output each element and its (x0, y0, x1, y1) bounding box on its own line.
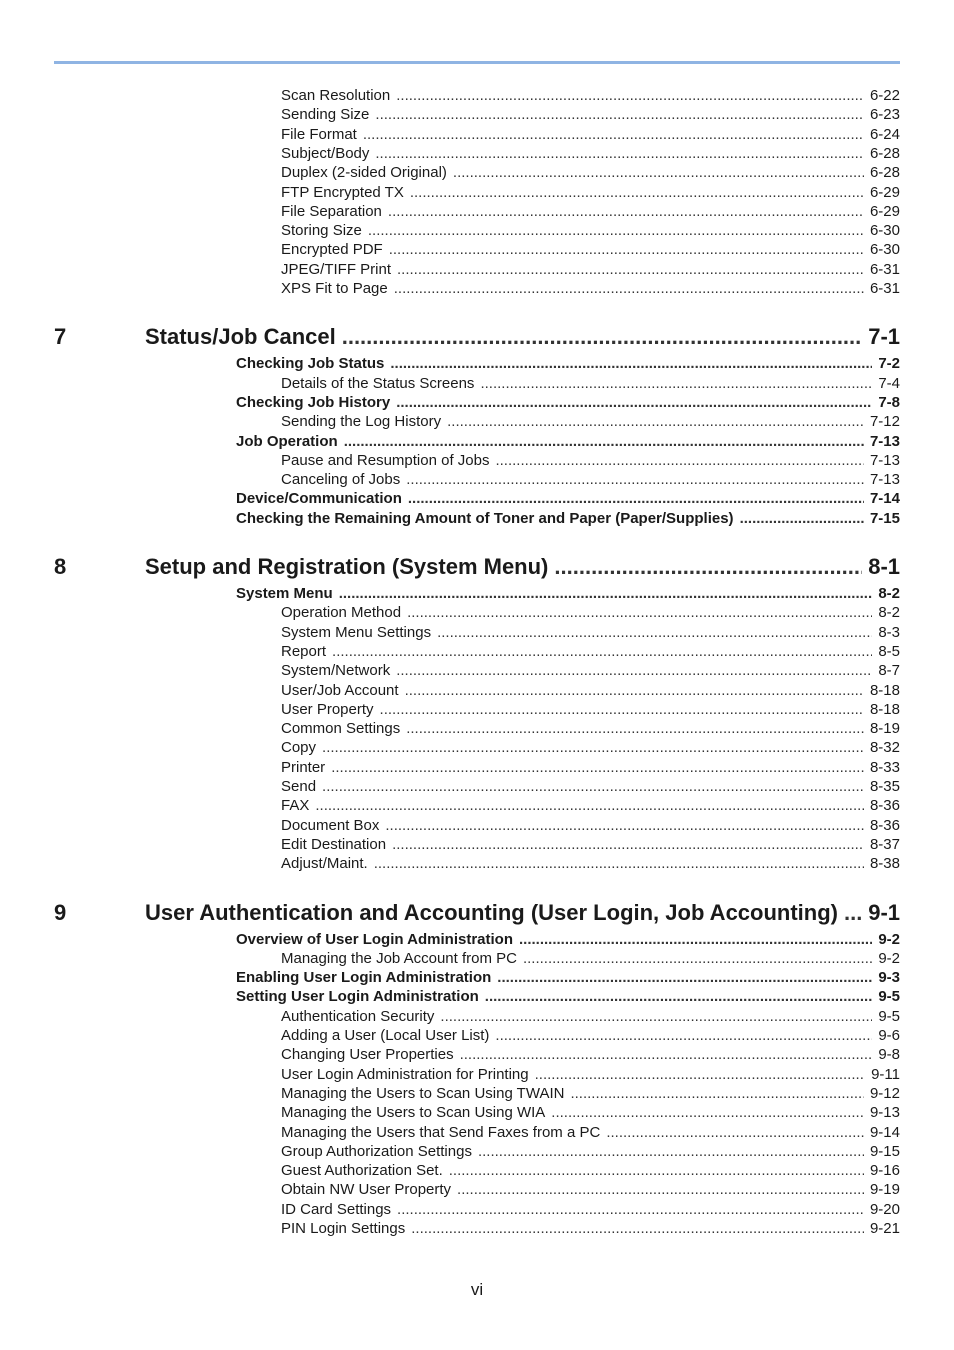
entry-page-number: 8-5 (878, 642, 900, 660)
toc-subsection-entry[interactable] (281, 854, 900, 873)
entry-page-number: 9-5 (878, 1007, 900, 1025)
dot-leader (342, 323, 862, 351)
entry-title: System/Network (281, 662, 391, 680)
dot-leader (397, 260, 864, 279)
entry-title: Operation Method (281, 604, 402, 622)
dot-leader (406, 470, 864, 489)
entry-page-number: 9-20 (869, 1200, 900, 1218)
entry-page-number: 8-1 (868, 554, 900, 579)
entry-title: Overview of User Login Administration (236, 930, 513, 948)
entry-title: Changing User Properties (281, 1046, 454, 1064)
toc-subsection-entry[interactable] (281, 221, 900, 240)
toc-section-entry[interactable] (236, 930, 900, 949)
dot-leader (388, 202, 864, 221)
chapter-number: 7 (54, 324, 67, 350)
entry-page-number: 9-11 (871, 1065, 900, 1083)
entry-title: FTP Encrypted TX (281, 183, 404, 201)
entry-page-number: 6-29 (869, 202, 900, 220)
dot-leader (447, 412, 864, 431)
toc-subsection-entry[interactable] (281, 719, 900, 738)
entry-title: User/Job Account (281, 681, 399, 699)
dot-leader (405, 681, 864, 700)
dot-leader (740, 509, 864, 528)
entry-title: Duplex (2-sided Original) (281, 164, 447, 182)
toc-section-entry[interactable] (236, 393, 900, 412)
entry-page-number: 9-8 (878, 1046, 900, 1064)
entry-title: FAX (281, 797, 310, 815)
dot-leader (407, 603, 872, 622)
toc-section-entry[interactable] (236, 432, 900, 451)
dot-leader (374, 854, 864, 873)
dot-leader (397, 1200, 864, 1219)
entry-title: User Authentication and Accounting (User Login, Job Accounting) (145, 899, 838, 925)
entry-page-number: 9-13 (869, 1104, 900, 1122)
entry-title: Authentication Security (281, 1007, 435, 1025)
entry-title: Encrypted PDF (281, 241, 383, 259)
entry-title: Storing Size (281, 222, 362, 240)
entry-page-number: 8-18 (869, 700, 900, 718)
entry-page-number: 6-29 (869, 183, 900, 201)
dot-leader (449, 1161, 864, 1180)
entry-page-number: 8-18 (869, 681, 900, 699)
entry-page-number: 8-37 (869, 835, 900, 853)
toc-subsection-entry[interactable] (281, 86, 900, 105)
toc-subsection-entry[interactable] (281, 1065, 900, 1084)
toc-subsection-entry[interactable] (281, 1142, 900, 1161)
dot-leader (497, 968, 872, 987)
entry-page-number: 7-13 (869, 451, 900, 469)
dot-leader (844, 899, 862, 927)
entry-title: Send (281, 778, 317, 795)
entry-title: Enabling User Login Administration (236, 969, 492, 987)
dot-leader (394, 279, 864, 298)
entry-title: Obtain NW User Property (281, 1181, 452, 1199)
dot-leader (440, 1007, 872, 1026)
dot-leader (331, 758, 864, 777)
entry-page-number: 9-12 (869, 1084, 900, 1102)
toc-chapter-entry[interactable] (145, 899, 900, 927)
entry-page-number: 6-28 (869, 164, 900, 182)
dot-leader (322, 777, 864, 796)
toc-section-entry[interactable] (236, 968, 900, 987)
toc-subsection-entry[interactable] (281, 738, 900, 757)
chapter-number: 9 (54, 899, 67, 925)
entry-page-number: 8-7 (878, 662, 900, 680)
entry-page-number: 7-15 (869, 509, 900, 527)
dot-leader (396, 661, 872, 680)
toc-subsection-entry[interactable] (281, 758, 900, 777)
dot-leader (389, 240, 864, 259)
page-number: vi (470, 1280, 484, 1299)
dot-leader (535, 1065, 865, 1084)
toc-subsection-entry[interactable] (281, 125, 900, 144)
dot-leader (495, 1026, 872, 1045)
entry-title: PIN Login Settings (281, 1220, 406, 1237)
toc-subsection-entry[interactable] (281, 412, 900, 431)
entry-title: Sending Size (281, 106, 370, 124)
entry-title: Guest Authorization Set. (281, 1162, 443, 1180)
dot-leader (322, 738, 864, 757)
entry-title: Managing the Users that Send Faxes from a PC (281, 1123, 601, 1141)
dot-leader (390, 354, 872, 373)
header-rule (54, 61, 900, 64)
toc-subsection-entry[interactable] (281, 1007, 900, 1026)
entry-title: Document Box (281, 816, 380, 834)
toc-subsection-entry[interactable] (281, 183, 900, 202)
toc-subsection-entry[interactable] (281, 623, 900, 642)
dot-leader (396, 393, 872, 412)
entry-page-number: 9-3 (878, 969, 900, 987)
toc-subsection-entry[interactable] (281, 796, 900, 815)
toc-subsection-entry[interactable] (281, 240, 900, 259)
entry-page-number: 9-21 (869, 1220, 900, 1237)
dot-leader (396, 86, 864, 105)
entry-page-number: 7-1 (868, 324, 900, 350)
toc-subsection-entry[interactable] (281, 1026, 900, 1045)
toc-subsection-entry[interactable] (281, 279, 900, 298)
toc-subsection-entry[interactable] (281, 202, 900, 221)
dot-leader (478, 1142, 864, 1161)
entry-page-number: 8-36 (869, 797, 900, 815)
entry-page-number: 9-1 (868, 899, 900, 925)
entry-page-number: 9-14 (869, 1123, 900, 1141)
entry-page-number: 9-5 (878, 988, 900, 1006)
toc-subsection-entry[interactable] (281, 700, 900, 719)
toc-subsection-entry[interactable] (281, 470, 900, 489)
entry-page-number: 8-33 (869, 758, 900, 776)
toc-subsection-entry[interactable] (281, 1045, 900, 1064)
toc-subsection-entry[interactable] (281, 816, 900, 835)
entry-title: Edit Destination (281, 835, 387, 853)
entry-page-number: 9-15 (869, 1142, 900, 1160)
entry-page-number: 9-6 (878, 1027, 900, 1044)
toc-subsection-entry[interactable] (281, 603, 900, 622)
entry-page-number: 8-2 (878, 585, 900, 602)
dot-leader (410, 183, 864, 202)
entry-page-number: 8-32 (869, 739, 900, 757)
dot-leader (315, 796, 864, 815)
entry-title: Pause and Resumption of Jobs (281, 451, 490, 469)
entry-page-number: 8-2 (878, 604, 900, 622)
dot-leader (392, 835, 864, 854)
toc-section-entry[interactable] (236, 354, 900, 373)
toc-subsection-entry[interactable] (281, 374, 900, 393)
dot-leader (385, 816, 864, 835)
entry-title: Job Operation (236, 432, 338, 450)
entry-page-number: 7-12 (869, 413, 900, 431)
entry-title: Managing the Users to Scan Using WIA (281, 1104, 546, 1122)
toc-section-entry[interactable] (236, 987, 900, 1006)
entry-page-number: 8-36 (869, 816, 900, 834)
entry-page-number: 6-24 (869, 125, 900, 143)
entry-title: File Separation (281, 202, 382, 220)
entry-title: Common Settings (281, 720, 401, 738)
entry-page-number: 8-35 (869, 778, 900, 795)
entry-title: Copy (281, 739, 317, 757)
entry-page-number: 6-31 (869, 260, 900, 278)
toc-subsection-entry[interactable] (281, 661, 900, 680)
entry-title: User Login Administration for Printing (281, 1065, 529, 1083)
dot-leader (332, 642, 872, 661)
dot-leader (523, 949, 872, 968)
entry-title: System Menu (236, 585, 333, 602)
entry-title: File Format (281, 125, 357, 143)
dot-leader (339, 584, 873, 603)
entry-page-number: 9-2 (878, 949, 900, 967)
toc-subsection-entry[interactable] (281, 642, 900, 661)
toc-subsection-entry[interactable] (281, 260, 900, 279)
entry-page-number: 6-31 (869, 280, 900, 297)
dot-leader (368, 221, 864, 240)
toc-subsection-entry[interactable] (281, 451, 900, 470)
entry-page-number: 6-28 (869, 144, 900, 162)
entry-page-number: 7-2 (878, 355, 900, 373)
entry-page-number: 6-23 (869, 106, 900, 124)
entry-title: Canceling of Jobs (281, 471, 401, 489)
dot-leader (411, 1219, 864, 1238)
entry-title: Adjust/Maint. (281, 855, 368, 873)
toc-chapter-entry[interactable] (145, 323, 900, 351)
entry-title: Printer (281, 758, 326, 776)
entry-title: Details of the Status Screens (281, 374, 475, 392)
dot-leader (344, 432, 864, 451)
dot-leader (453, 163, 864, 182)
entry-page-number: 9-16 (869, 1162, 900, 1180)
entry-page-number: 8-3 (878, 623, 900, 641)
dot-leader (495, 451, 864, 470)
dot-leader (460, 1045, 873, 1064)
toc-subsection-entry[interactable] (281, 144, 900, 163)
entry-title: Setup and Registration (System Menu) (145, 554, 549, 579)
entry-page-number: 6-30 (869, 222, 900, 240)
dot-leader (380, 700, 864, 719)
toc-chapter-entry[interactable] (145, 553, 900, 581)
dot-leader (375, 105, 864, 124)
entry-title: System Menu Settings (281, 623, 432, 641)
entry-title: Managing the Users to Scan Using TWAIN (281, 1084, 565, 1102)
entry-page-number: 6-30 (869, 241, 900, 259)
toc-subsection-entry[interactable] (281, 835, 900, 854)
entry-title: Subject/Body (281, 144, 370, 162)
entry-title: Adding a User (Local User List) (281, 1027, 490, 1044)
entry-title: Checking Job History (236, 393, 391, 411)
toc-subsection-entry[interactable] (281, 163, 900, 182)
dot-leader (570, 1084, 864, 1103)
entry-page-number: 9-19 (869, 1181, 900, 1199)
entry-title: Device/Communication (236, 490, 402, 508)
dot-leader (437, 623, 872, 642)
dot-leader (606, 1123, 864, 1142)
dot-leader (408, 489, 864, 508)
entry-title: Checking Job Status (236, 355, 385, 373)
entry-page-number: 9-2 (878, 930, 900, 948)
dot-leader (375, 144, 864, 163)
toc-subsection-entry[interactable] (281, 105, 900, 124)
entry-title: Scan Resolution (281, 87, 391, 104)
entry-title: Group Authorization Settings (281, 1142, 472, 1160)
toc-section-entry[interactable] (236, 489, 900, 508)
toc-subsection-entry[interactable] (281, 1219, 900, 1238)
entry-page-number: 7-14 (869, 490, 900, 508)
toc-section-entry[interactable] (236, 509, 900, 528)
entry-page-number: 8-19 (869, 720, 900, 738)
toc-subsection-entry[interactable] (281, 1180, 900, 1199)
chapter-number: 8 (54, 554, 67, 579)
dot-leader (480, 374, 872, 393)
dot-leader (485, 987, 873, 1006)
toc-section-entry[interactable] (236, 584, 900, 603)
entry-page-number: 7-13 (869, 432, 900, 450)
dot-leader (457, 1180, 864, 1199)
dot-leader (519, 930, 872, 949)
toc-subsection-entry[interactable] (281, 1123, 900, 1142)
toc-subsection-entry[interactable] (281, 1161, 900, 1180)
toc-subsection-entry[interactable] (281, 949, 900, 968)
dot-leader (363, 125, 864, 144)
entry-title: Managing the Job Account from PC (281, 949, 517, 967)
entry-title: Sending the Log History (281, 413, 442, 431)
toc-subsection-entry[interactable] (281, 1200, 900, 1219)
entry-title: Report (281, 642, 327, 660)
entry-page-number: 6-22 (869, 87, 900, 104)
toc-subsection-entry[interactable] (281, 681, 900, 700)
entry-page-number: 7-13 (869, 471, 900, 489)
entry-page-number: 7-4 (878, 374, 900, 392)
dot-leader (551, 1103, 864, 1122)
entry-title: JPEG/TIFF Print (281, 260, 392, 278)
toc-subsection-entry[interactable] (281, 1103, 900, 1122)
entry-page-number: 7-8 (878, 393, 900, 411)
toc-subsection-entry[interactable] (281, 777, 900, 796)
dot-leader (406, 719, 864, 738)
entry-title: User Property (281, 700, 374, 718)
dot-leader (554, 553, 862, 581)
entry-title: Setting User Login Administration (236, 988, 479, 1006)
entry-title: Status/Job Cancel (145, 324, 336, 350)
entry-title: XPS Fit to Page (281, 280, 388, 297)
entry-title: ID Card Settings (281, 1200, 392, 1218)
entry-page-number: 8-38 (869, 855, 900, 873)
toc-subsection-entry[interactable] (281, 1084, 900, 1103)
entry-title: Checking the Remaining Amount of Toner and Paper (Paper/Supplies) (236, 509, 734, 527)
